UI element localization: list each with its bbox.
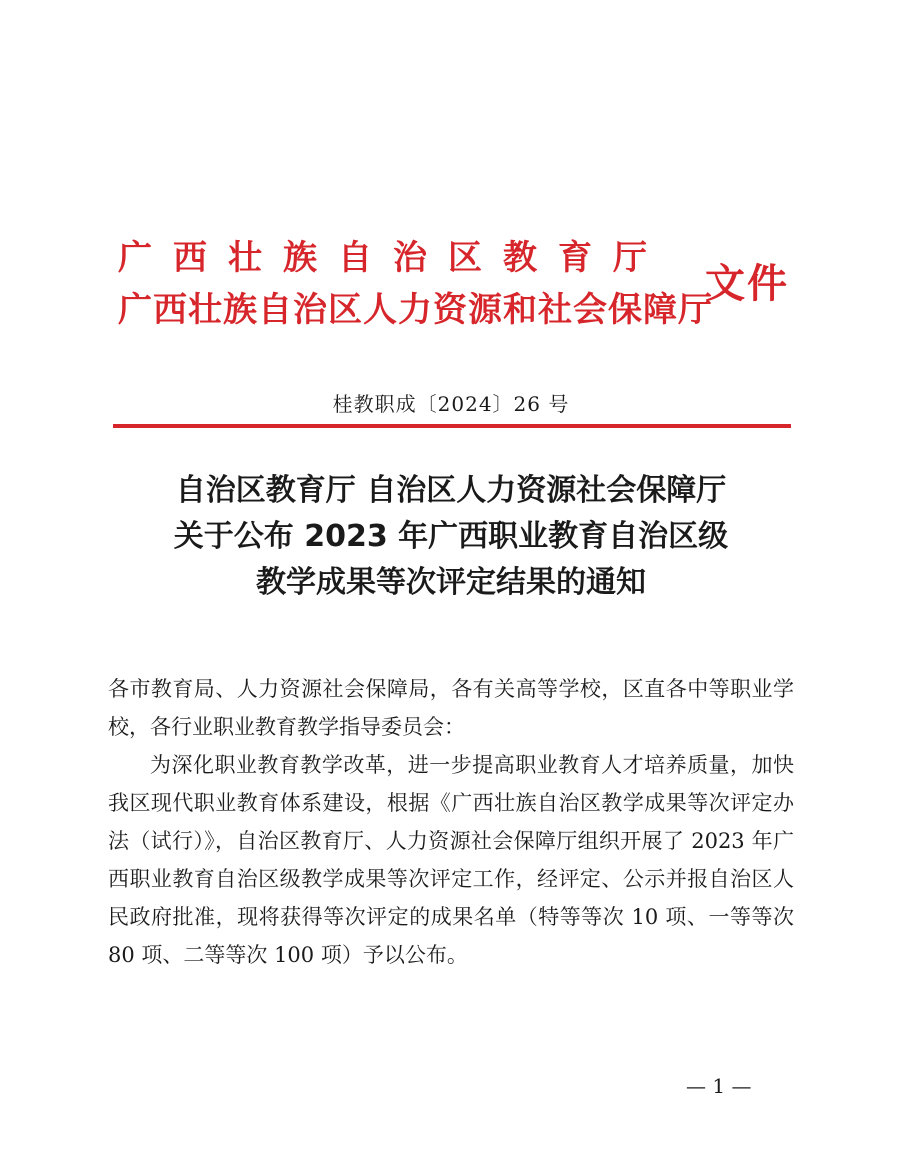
red-header — [118, 238, 798, 338]
document-title — [0, 468, 902, 606]
body-paragraph: 为深化职业教育教学改革，进一步提高职业教育人才培养质量，加快我区现代职业教育体系建设，根据《广西壮族自治区教学成果等次评定办法（试行）》，自治区教育厅、人力资源社会保障厅组织开展了 2023 年广西职业教育自治区级教学成果等次评定工作，经评定、公示并报自治区人民政府批准，现将获得等次评定的成果名单（特等等次 10 项、一等等次 80 项、二等等次 100 项）予以公布。 — [108, 753, 794, 967]
title-line-3: 教学成果等次评定结果的通知 — [256, 565, 646, 600]
red-separator-line — [113, 424, 791, 428]
issuer-education-dept: 广西壮族自治区教育厅 — [118, 238, 668, 278]
salutation: 各市教育局、人力资源社会保障局，各有关高等学校，区直各中等职业学校，各行业职业教育教学指导委员会： — [108, 677, 794, 739]
document-number: 桂教职成〔2024〕26 号 — [332, 392, 570, 416]
issuer-hr-dept: 广西壮族自治区人力资源和社会保障厅 — [118, 290, 713, 330]
document-body — [108, 670, 794, 974]
document-type-label: 文件 — [705, 261, 789, 307]
page-number: — 1 — — [686, 1074, 752, 1098]
title-line-2: 关于公布 2023 年广西职业教育自治区级 — [173, 519, 729, 554]
title-line-1: 自治区教育厅 自治区人力资源社会保障厅 — [175, 473, 727, 508]
